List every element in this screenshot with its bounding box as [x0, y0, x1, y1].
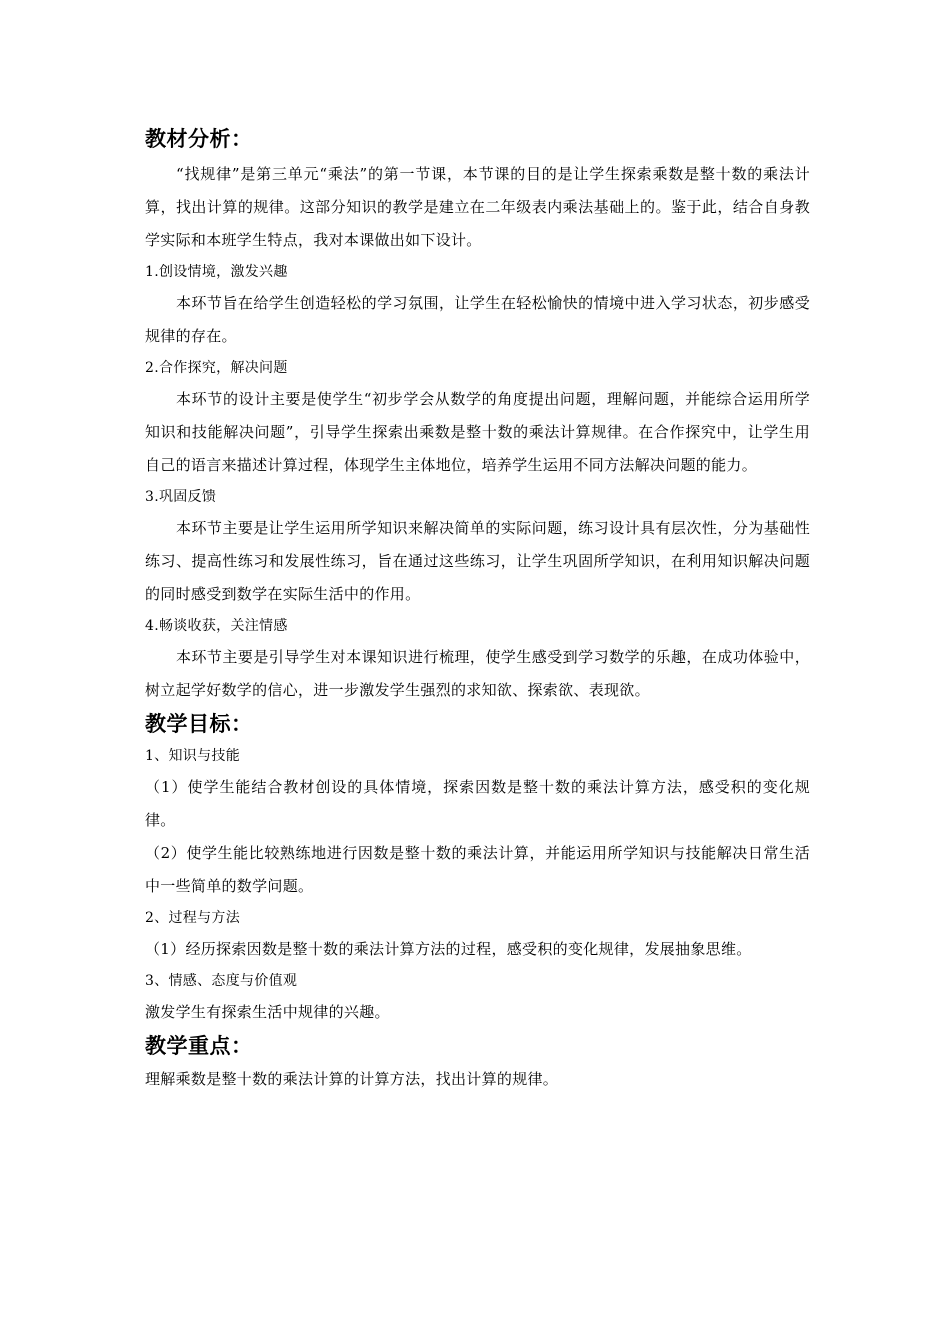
- objective-emotion-title: 3、情感、态度与价值观: [145, 973, 298, 989]
- document-page: [145, 118, 810, 1096]
- section-heading-objectives: 教学目标：: [145, 712, 253, 736]
- objective-knowledge-title: 1、知识与技能: [145, 748, 241, 764]
- step-text-1: 本环节旨在给学生创造轻松的学习氛围，让学生在轻松愉快的情境中进入学习状态，初步感受规律的存在。: [145, 294, 810, 345]
- objective-knowledge-item-2: （2）使学生能比较熟练地进行因数是整十数的乘法计算，并能运用所学知识与技能解决日常生活中一些简单的数学问题。: [145, 844, 810, 895]
- objective-knowledge-item-1: （1）使学生能结合教材创设的具体情境，探索因数是整十数的乘法计算方法，感受积的变化规律。: [145, 778, 810, 829]
- step-text-3: 本环节主要是让学生运用所学知识来解决简单的实际问题，练习设计具有层次性，分为基础性练习、提高性练习和发展性练习，旨在通过这些练习，让学生巩固所学知识，在利用知识解决问题的同时感受到数学在实际生活中的作用。: [145, 519, 810, 603]
- step-title-1: 1.创设情境，激发兴趣: [145, 264, 288, 280]
- section-heading-key-points: 教学重点：: [145, 1034, 253, 1058]
- section-key-points: [145, 1031, 810, 1096]
- analysis-intro-paragraph: “找规律”是第三单元“乘法”的第一节课，本节课的目的是让学生探索乘数是整十数的乘法计算，找出计算的规律。这部分知识的教学是建立在二年级表内乘法基础上的。鉴于此，结合自身教学实际和本班学生特点，我对本课做出如下设计。: [145, 165, 810, 249]
- step-text-4: 本环节主要是引导学生对本课知识进行梳理，使学生感受到学习数学的乐趣，在成功体验中，树立起学好数学的信心，进一步激发学生强烈的求知欲、探索欲、表现欲。: [145, 648, 810, 699]
- step-text-2: 本环节的设计主要是使学生“初步学会从数学的角度提出问题，理解问题，并能综合运用所学知识和技能解决问题”，引导学生探索出乘数是整十数的乘法计算规律。在合作探究中，让学生用自己的语言来描述计算过程，体现学生主体地位，培养学生运用不同方法解决问题的能力。: [145, 390, 810, 474]
- objective-process-item-1: （1）经历探索因数是整十数的乘法计算方法的过程，感受积的变化规律，发展抽象思维。: [145, 940, 752, 958]
- key-points-text: 理解乘数是整十数的乘法计算的计算方法，找出计算的规律。: [145, 1070, 559, 1088]
- step-title-4: 4.畅谈收获，关注情感: [145, 618, 288, 634]
- step-title-3: 3.巩固反馈: [145, 489, 217, 505]
- objective-process-title: 2、过程与方法: [145, 910, 241, 926]
- section-heading-analysis: 教材分析：: [145, 127, 253, 151]
- step-title-2: 2.合作探究，解决问题: [145, 360, 288, 376]
- objective-emotion-item-1: 激发学生有探索生活中规律的兴趣。: [145, 1003, 390, 1021]
- section-analysis: [145, 124, 810, 707]
- section-objectives: [145, 709, 810, 1029]
